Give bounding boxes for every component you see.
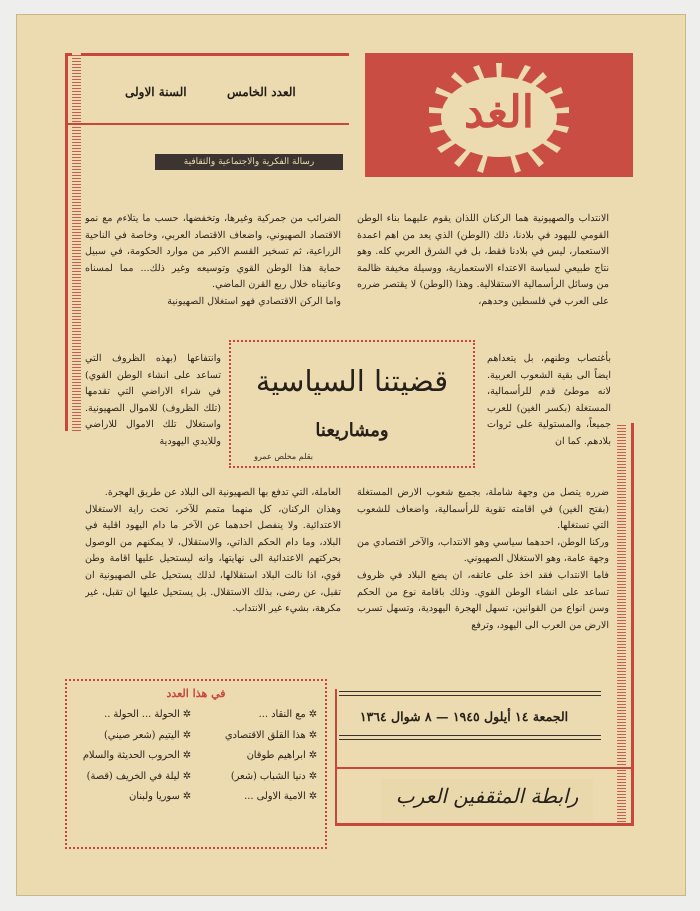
frame-rule-bottom [335, 823, 634, 826]
toc-item: ✲ الحولة ... الحولة .. [104, 709, 191, 720]
toc-item: ✲ سوريا ولبنان [129, 791, 191, 802]
date-rule-top [339, 691, 601, 692]
article-title: قضيتنا السياسية [255, 364, 449, 398]
toc-item: ✲ ليلة في الخريف (قصة) [86, 770, 191, 782]
date-rule-bottom-2 [339, 739, 601, 740]
article-col-left-bottom: العاملة، التي تدفع بها الصهيونية الى البلاد عن طريق الهجرة. وهذان الركنان، كل منهما متمم للآخر، تحت راية الاستغلال الاعتدائية. ولا ينفصل احدهما عن الآخر ما دام اليهود اقلية في البلاد، وما دام الحكم الذاتي، والاستقلال، لا يمكنهم من الوصول بحركتهم الاعتدائية الى نهايتها، وانه ليستحيل عليها اقامة وطن قوي، اذا نالت البلاد استقلالها، لذلك يستحيل على الصهيونية ان تقبل، عن رضى، بذلك الاستقلال. بل يستحيل عليها ان تقبل، غير مكرهة، بشيء غير الانتداب. [85, 487, 341, 615]
publisher-banner [381, 779, 593, 821]
article-col-right-mid: بأغتصاب وطنهم، بل يتعداهم ايضاً الى بقية الشعوب العربية. لانه موطئ قدم للرأسمالية، المستغلة (بكسر الغين) للعرب جميعاً، والمستولية على ثروات بلادهم. كما ان [487, 353, 611, 447]
frame-rule-footer-left [335, 689, 337, 825]
date-rule-top-2 [339, 695, 601, 696]
masthead-subtitle: رسالة الفكرية والاجتماعية والثقافية [155, 154, 343, 170]
frame-hatch-right [617, 423, 626, 825]
frame-hatch-left [72, 53, 81, 431]
table-of-contents [65, 679, 327, 849]
masthead-banner [365, 53, 633, 177]
article-col-left-top: الضرائب من جمركية وغيرها، وتخفضها، حسب ما يتلاءم مع نمو الاقتصاد الصهيوني، واضعاف الاقتصاد العربي، وخاصة في الناحية الزراعية، ثم تسخير القسم الاكبر من موارد الحكومة، في سبيل حماية هذا الوطن القوي وتوسيعه وغير ذلك... مما لمسناه وعانيناه خلال ربع القرن الماضي. واما الركن الاقتصادي فهو استغلال الصهيونية [85, 213, 341, 307]
article-subtitle: ومشاريعنا [315, 420, 389, 441]
frame-rule-top-left [65, 53, 349, 56]
toc-item: ✲ الامية الاولى ... [244, 791, 317, 802]
publisher-name: رابطة المثقفين العرب [395, 784, 579, 808]
toc-item: ✲ هذا القلق الاقتصادي [224, 729, 317, 741]
frame-rule-header-bottom [65, 123, 349, 125]
toc-item: ✲ اليتيم (شعر صيني) [103, 729, 191, 741]
year-label: السنة الاولى [125, 85, 187, 99]
issue-number: العدد الخامس [227, 85, 296, 99]
toc-item: ✲ ابراهيم طوقان [246, 750, 317, 761]
date-line: الجمعة ١٤ أيلول ١٩٤٥ — ٨ شوال ١٣٦٤ [359, 709, 569, 724]
date-rule-bottom [339, 735, 601, 736]
masthead-title: الغد [464, 87, 534, 138]
toc-col-right [197, 705, 317, 808]
toc-item: ✲ دنيا الشباب (شعر) [230, 770, 317, 782]
article-author: بقلم مخلص عمرو [254, 452, 313, 461]
frame-rule-left [65, 53, 68, 431]
article-col-right-top: الانتداب والصهيونية هما الركنان اللذان يقوم عليهما بناء الوطن القومي لليهود في بلادنا، ذلك (الوطن) الذي يعد من اهم اعمدة الاستعمار، ليس في بلادنا فقط، بل في الشرق العربي كله. وهو نتاج طبيعي لسياسة الاعتداء الاستعمارية، ووسيلة مخيفة ظالمة من وسائل الرأسمالية الاستقلالية. وهذا (الوطن) لا يقتصر ضرره على العرب في فلسطين وحدهم، [357, 213, 609, 307]
article-headline-box [229, 340, 475, 468]
toc-col-left [71, 705, 191, 808]
article-col-right-bottom: ضرره يتصل من وجهة شاملة، بجميع شعوب الارض المستغلة (بفتح الغين) في اقامته تقوية للرأسمالية، واضعاف للشعوب التي تستغلها. وركنا الوطن، احدهما سياسي وهو الانتداب، والآخر اقتصادي من وجهة عامة، وهو الاستغلال الصهيوني. فاما الانتداب فقد اخذ على عاتقه، ان يضع البلاد في ظروف تساعد على انشاء الوطن القوي. وذلك باقامة نوع من الحكم وسن انواع من القوانين، تسهل الهجرة اليهودية، وتسهل تسرب الارض من العرب الى اليهود، وترفع [357, 487, 609, 631]
frame-rule-footer-top [337, 767, 631, 769]
toc-item: ✲ مع النقاد ... [258, 709, 317, 720]
article-col-left-mid: وانتفاعها (بهذه الظروف التي تساعد على انشاء الوطن القوي) في شراء الاراضي التي تقدمها (تلك الظروف) للاموال الصهيونية. واستغلال تلك الاموال للاراضي وللايدي اليهودية [85, 353, 221, 447]
toc-item: ✲ الحروب الحديثة والسلام [82, 750, 191, 761]
toc-title: في هذا العدد [166, 687, 226, 700]
newspaper-page [16, 14, 686, 896]
frame-rule-right-bottom [631, 423, 634, 825]
